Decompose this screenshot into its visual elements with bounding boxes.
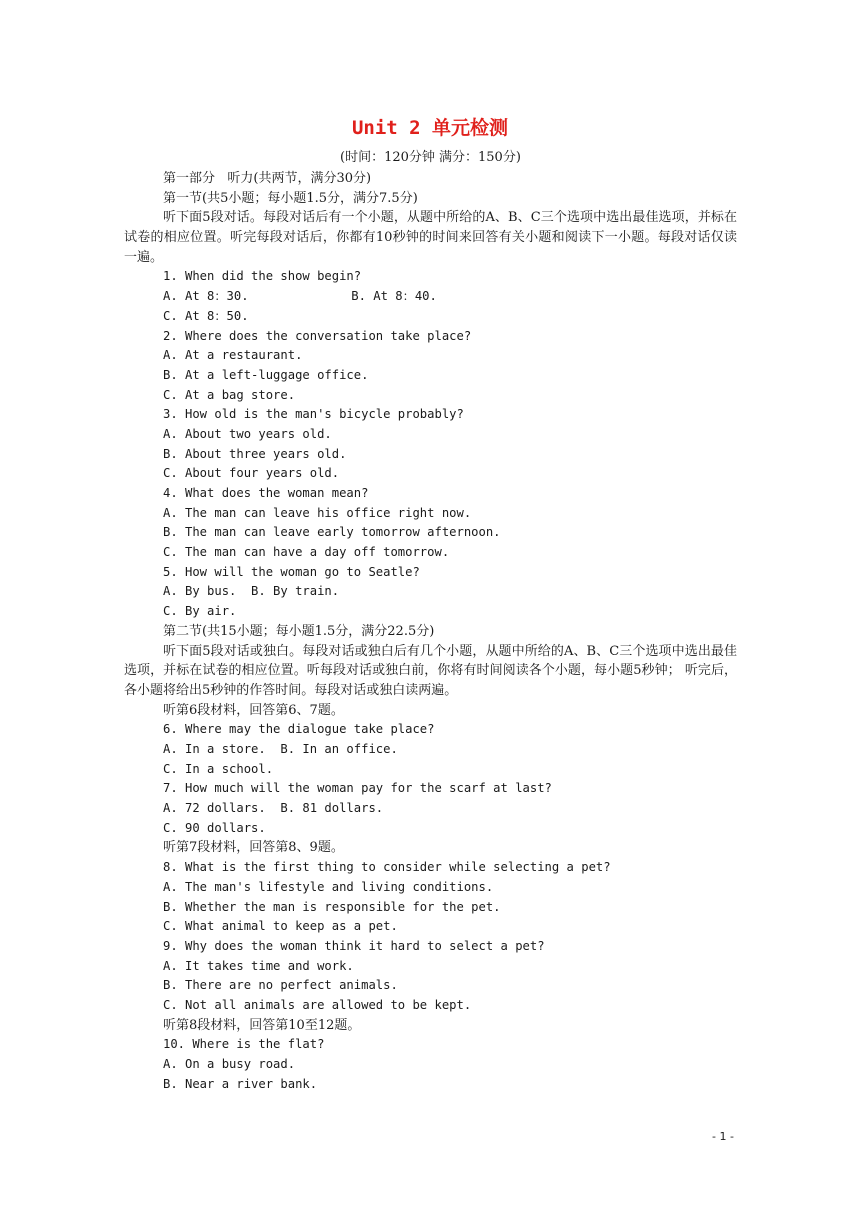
- section-heading: 听第7段材料，回答第8、9题。: [163, 840, 344, 856]
- answer-option: C. About four years old.: [163, 466, 340, 481]
- answer-option: C. What animal to keep as a pet.: [163, 919, 398, 934]
- answer-option: C. At 8：50.: [163, 308, 249, 323]
- answer-option: A. It takes time and work.: [163, 958, 354, 973]
- answer-option: B. Whether the man is responsible for the pet.: [163, 899, 501, 914]
- answer-option: A. On a busy road.: [163, 1057, 296, 1072]
- answer-option: A. 72 dollars. B. 81 dollars.: [163, 801, 384, 816]
- question-stem: 1. When did the show begin?: [163, 269, 362, 284]
- question-stem: 5. How will the woman go to Seatle?: [163, 564, 420, 579]
- question-stem: 2. Where does the conversation take place?: [163, 328, 472, 343]
- question-stem: 4. What does the woman mean?: [163, 486, 369, 501]
- answer-option: B. About three years old.: [163, 446, 347, 461]
- section-heading: 第一部分 听力(共两节，满分30分): [163, 171, 372, 186]
- answer-option: B. The man can leave early tomorrow afternoon.: [163, 525, 501, 540]
- answer-option: C. In a school.: [163, 761, 274, 776]
- question-stem: 10. Where is the flat?: [163, 1037, 325, 1052]
- question-stem: 3. How old is the man's bicycle probably?: [163, 407, 464, 422]
- section-heading: 第二节(共15小题；每小题1.5分，满分22.5分): [163, 623, 435, 639]
- instruction-paragraph: 听下面5段对话或独白。每段对话或独白后有几个小题，从题中所给的A、B、C三个选项中选出最佳选项，并标在试卷的相应位置。听每段对话或独白前，你将有时间阅读各个小题，每小题5秒钟； 听完后，各小题将给出5秒钟的作答时间。每段对话或独白读两遍。: [124, 643, 737, 698]
- section-heading: 第一节(共5小题；每小题1.5分，满分7.5分): [163, 190, 418, 206]
- answer-option: B. At a left-luggage office.: [163, 367, 369, 382]
- page-title: Unit 2 单元检测: [351, 117, 509, 139]
- answer-option: C. 90 dollars.: [163, 820, 266, 835]
- question-stem: 7. How much will the woman pay for the scarf at last?: [163, 781, 552, 796]
- answer-option: C. At a bag store.: [163, 387, 296, 402]
- answer-option: A. At 8：30. B. At 8：40.: [163, 289, 437, 304]
- question-stem: 6. Where may the dialogue take place?: [163, 722, 435, 737]
- answer-option: C. By air.: [163, 604, 237, 619]
- answer-option: B. There are no perfect animals.: [163, 978, 398, 993]
- question-stem: 9. Why does the woman think it hard to select a pet?: [163, 938, 545, 953]
- answer-option: A. The man can leave his office right now.: [163, 505, 472, 520]
- answer-option: C. Not all animals are allowed to be kept.: [163, 997, 472, 1012]
- answer-option: A. About two years old.: [163, 426, 332, 441]
- section-heading: 听第6段材料，回答第6、7题。: [163, 702, 344, 718]
- answer-option: A. The man's lifestyle and living conditions.: [163, 879, 494, 894]
- exam-info: (时间：120分钟 满分：150分): [340, 150, 521, 165]
- answer-option: A. In a store. B. In an office.: [163, 742, 398, 757]
- instruction-paragraph: 听下面5段对话。每段对话后有一个小题，从题中所给的A、B、C三个选项中选出最佳选项，并标在试卷的相应位置。听完每段对话后，你都有10秒钟的时间来回答有关小题和阅读下一小题。每段对话仅读一遍。: [124, 210, 737, 265]
- document-body: [124, 169, 737, 1094]
- question-stem: 8. What is the first thing to consider while selecting a pet?: [163, 860, 611, 875]
- answer-option: A. By bus. B. By train.: [163, 584, 340, 599]
- answer-option: A. At a restaurant.: [163, 348, 303, 363]
- answer-option: C. The man can have a day off tomorrow.: [163, 545, 450, 560]
- page-number: - 1 -: [712, 1130, 734, 1143]
- section-heading: 听第8段材料，回答第10至12题。: [163, 1017, 361, 1033]
- answer-option: B. Near a river bank.: [163, 1076, 318, 1091]
